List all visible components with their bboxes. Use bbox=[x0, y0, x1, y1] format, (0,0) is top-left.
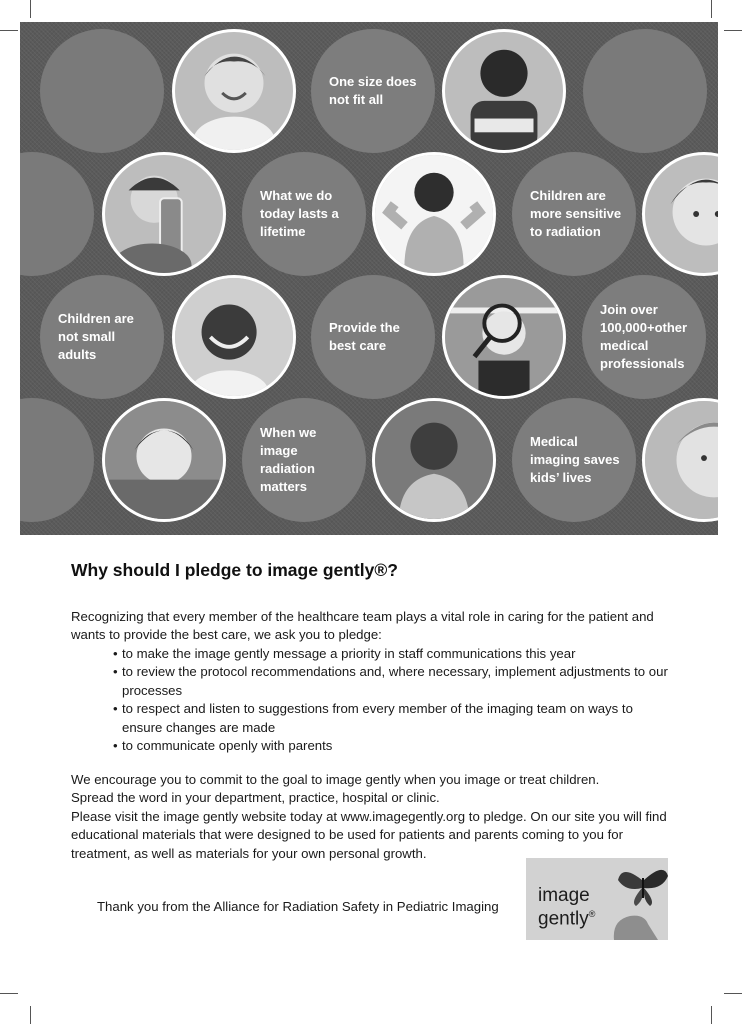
child-photo-circle bbox=[172, 275, 296, 399]
pledge-text: to communicate openly with parents bbox=[122, 738, 333, 754]
logo-line bbox=[538, 905, 595, 928]
message-circle bbox=[512, 152, 636, 276]
child-photo-circle bbox=[642, 398, 718, 522]
logo-wordmark bbox=[538, 886, 595, 928]
decorative-circle bbox=[40, 29, 164, 153]
decorative-circle bbox=[583, 29, 707, 153]
image-gently-logo bbox=[526, 858, 668, 940]
message-sensitive: Children are more sensitive to radiation bbox=[530, 188, 622, 239]
message-circle bbox=[582, 275, 706, 399]
message-circle bbox=[512, 398, 636, 522]
encourage-line: Spread the word in your department, practice, hospital or clinic. bbox=[71, 790, 440, 806]
crop-mark bbox=[711, 0, 712, 18]
message-circle bbox=[40, 275, 164, 399]
message-circle bbox=[311, 29, 435, 153]
message-one-size: One size does not fit all bbox=[329, 74, 417, 107]
message-lifetime: What we do today lasts a lifetime bbox=[260, 188, 339, 239]
crop-mark bbox=[724, 30, 742, 31]
intro-paragraph: Recognizing that every member of the healthcare team plays a vital role in caring for the patient and wants to provide the best care, we ask you to pledge: bbox=[71, 609, 654, 643]
pledge-text: to review the protocol recommendations and, where necessary, implement adjustments to our processes bbox=[122, 664, 668, 698]
message-circle bbox=[242, 398, 366, 522]
logo-line: image bbox=[538, 885, 590, 906]
list-item bbox=[113, 663, 673, 700]
logo-line-text: gently bbox=[538, 908, 589, 930]
child-photo-circle bbox=[442, 29, 566, 153]
list-item bbox=[113, 645, 673, 663]
bullet: • bbox=[113, 701, 118, 717]
child-photo-circle bbox=[372, 398, 496, 522]
bullet: • bbox=[113, 664, 118, 680]
crop-mark bbox=[0, 30, 18, 31]
list-item bbox=[113, 737, 673, 755]
crop-mark bbox=[724, 993, 742, 994]
crop-mark bbox=[30, 0, 31, 18]
butterfly-icon bbox=[618, 870, 668, 906]
list-item bbox=[113, 700, 673, 737]
child-photo-circle bbox=[642, 152, 718, 276]
encourage-line: We encourage you to commit to the goal to image gently when you image or treat children. bbox=[71, 772, 600, 787]
child-photo-circle bbox=[372, 152, 496, 276]
message-saves: Medical imaging saves kids’ lives bbox=[530, 434, 620, 485]
crop-mark bbox=[0, 993, 18, 994]
message-join: Join over 100,000+other medical professionals bbox=[600, 302, 688, 371]
message-best-care: Provide the best care bbox=[329, 320, 400, 353]
registered-mark: ® bbox=[588, 909, 596, 919]
encourage-line: Please visit the image gently website today at www.imagegently.org to pledge. On our site you will find educational materials that were designed to be used for patients and parents coming to you for treatment, as well as materials for your own personal growth. bbox=[71, 808, 667, 861]
child-photo-circle bbox=[102, 152, 226, 276]
decorative-circle bbox=[20, 398, 94, 522]
child-photo-circle bbox=[102, 398, 226, 522]
message-circle bbox=[311, 275, 435, 399]
bullet: • bbox=[113, 738, 118, 754]
decorative-circle bbox=[20, 152, 94, 276]
article-heading: Why should I pledge to image gently®? bbox=[71, 560, 398, 580]
bullet: • bbox=[113, 646, 118, 661]
pledge-article bbox=[71, 560, 673, 861]
pledge-list bbox=[71, 645, 673, 755]
pledge-text: to make the image gently message a priority in staff communications this year bbox=[122, 646, 576, 661]
child-photo-circle bbox=[442, 275, 566, 399]
child-photo-circle bbox=[172, 29, 296, 153]
crop-mark bbox=[30, 1006, 31, 1024]
pledge-text: to respect and listen to suggestions from every member of the imaging team on ways to ensure changes are made bbox=[122, 701, 633, 735]
circles-banner bbox=[20, 22, 718, 535]
crop-mark bbox=[711, 1006, 712, 1024]
encourage-paragraph bbox=[71, 771, 673, 863]
message-not-small: Children are not small adults bbox=[58, 311, 134, 362]
message-circle bbox=[242, 152, 366, 276]
thanks-line: Thank you from the Alliance for Radiation Safety in Pediatric Imaging bbox=[97, 899, 499, 914]
message-matters: When we image radiation matters bbox=[260, 425, 317, 494]
